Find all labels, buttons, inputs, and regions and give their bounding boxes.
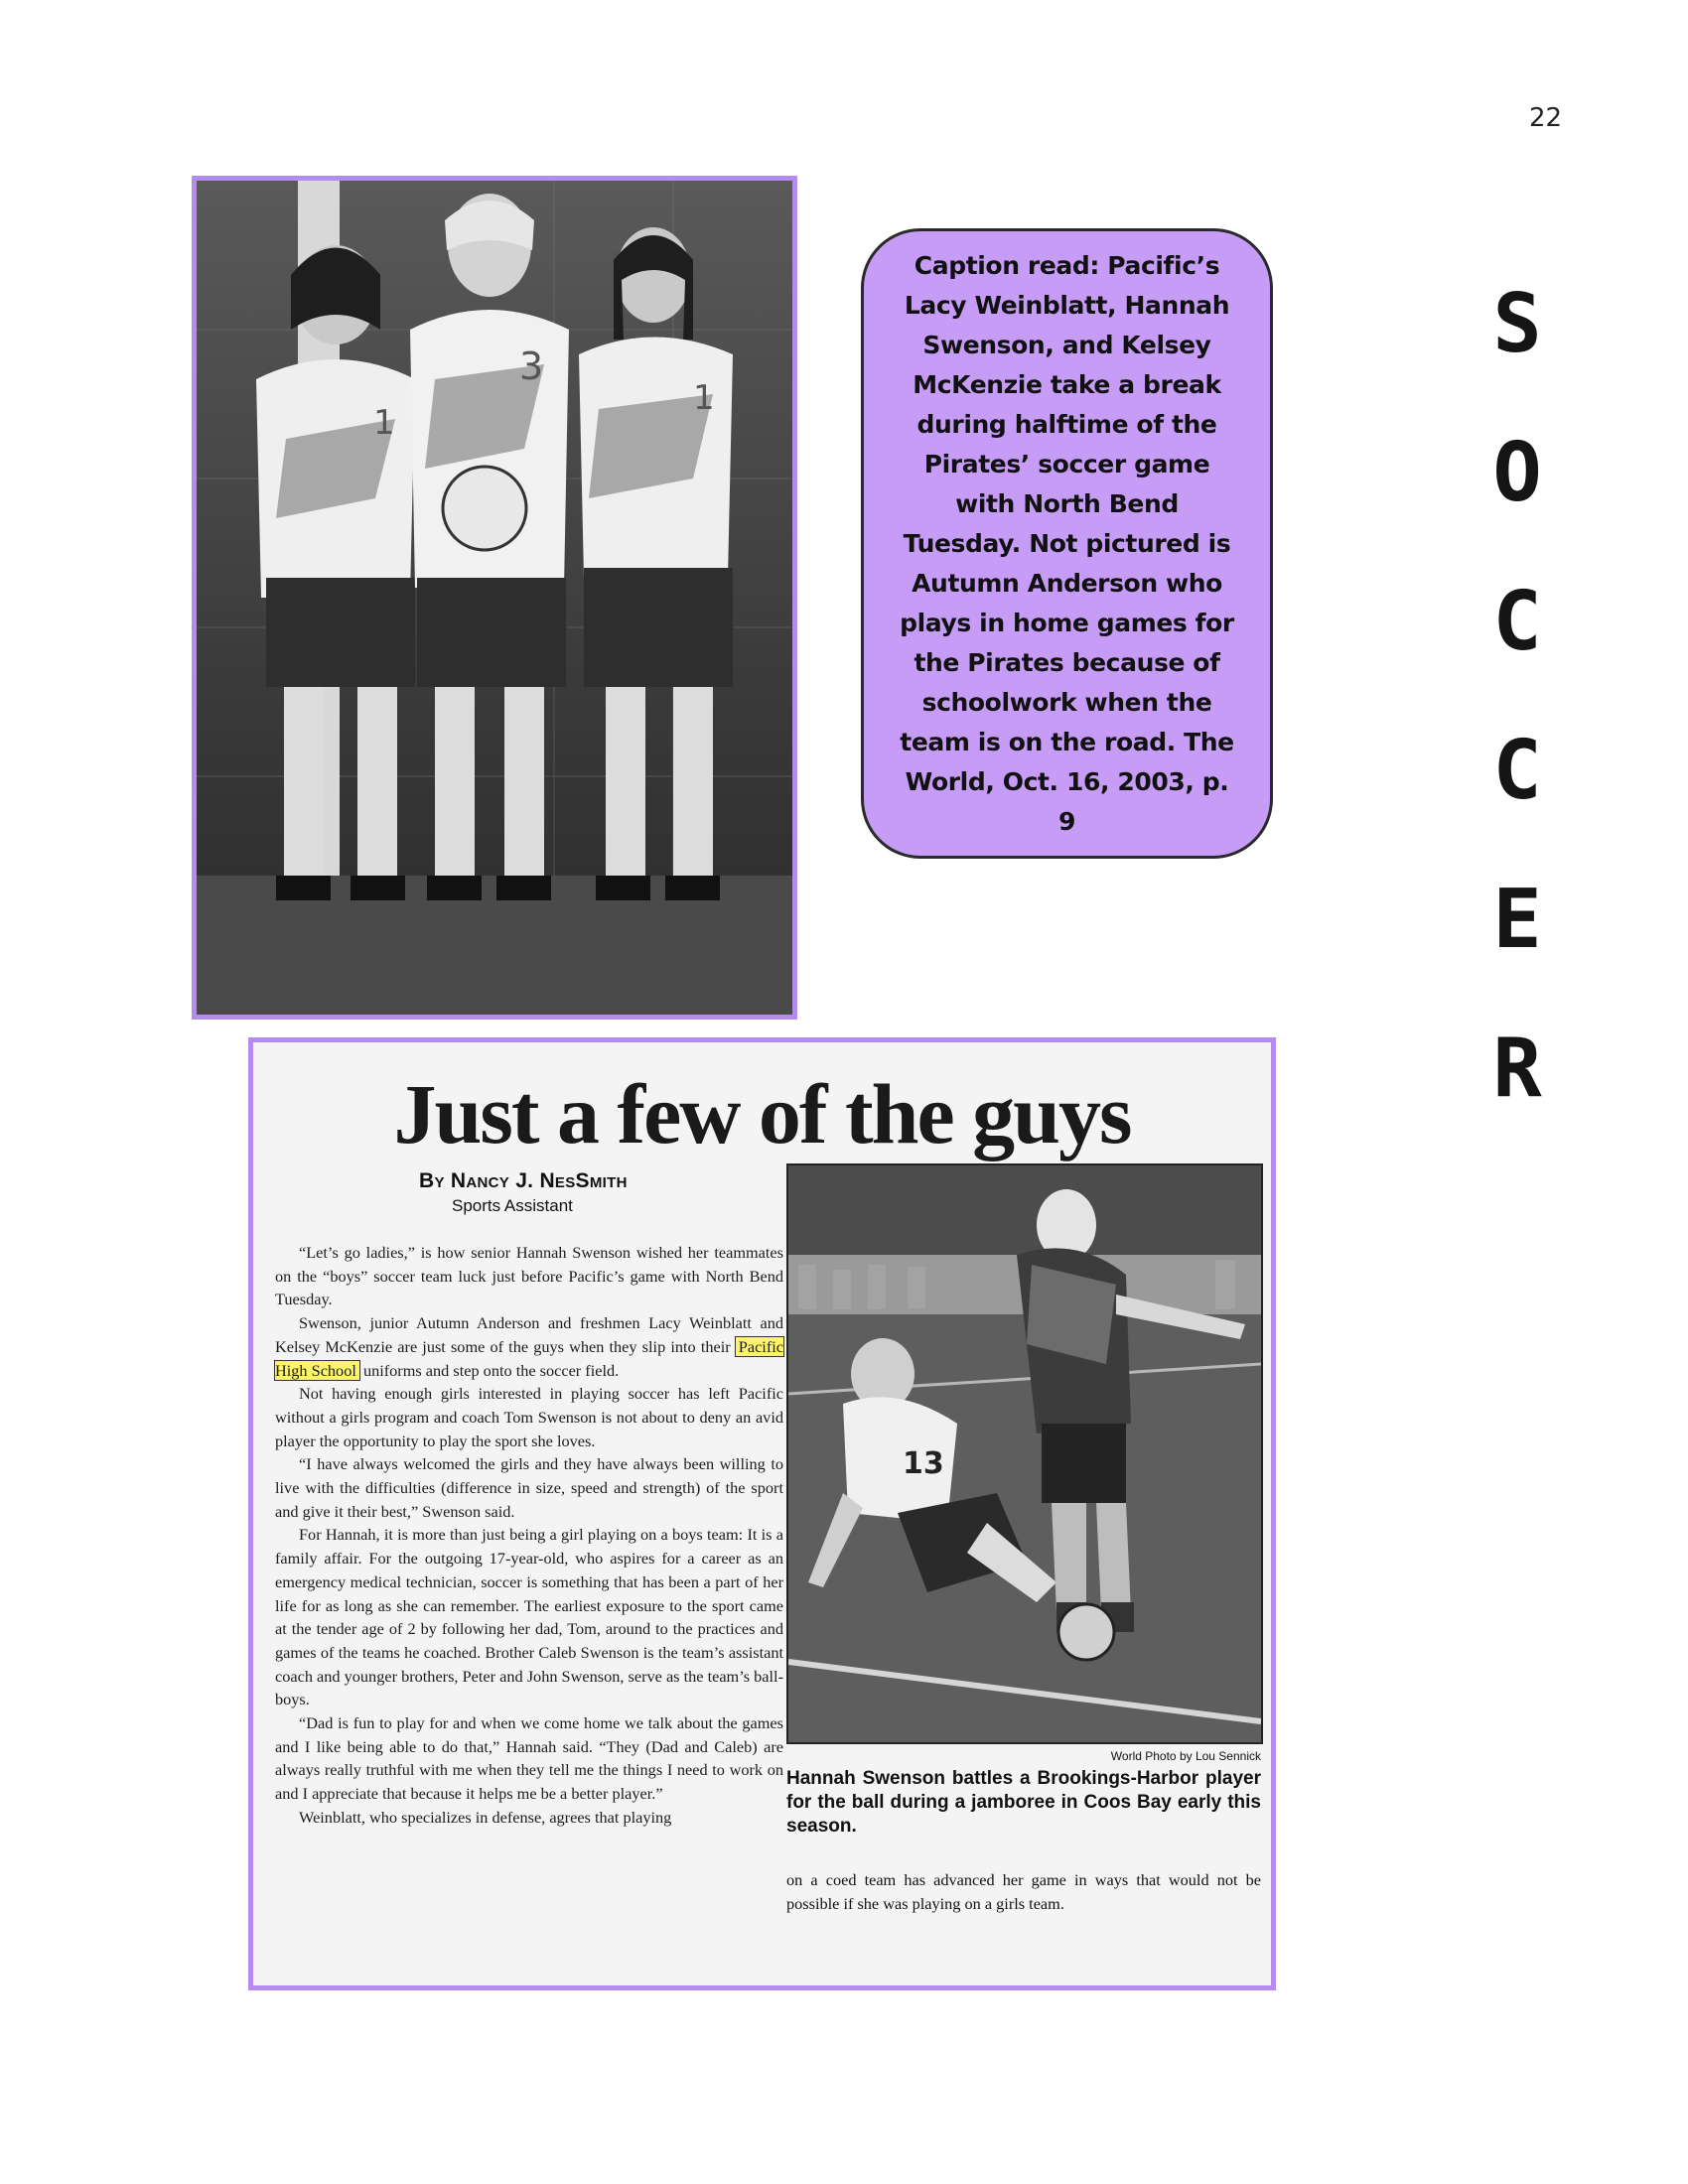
article-headline: Just a few of the guys bbox=[393, 1066, 1131, 1161]
action-photo bbox=[786, 1163, 1263, 1744]
caption-text: Caption read: Pacific’s Lacy Weinblatt, Hannah Swenson, and Kelsey McKenzie take a break during halftime of the Pirates’ soccer game with North Bend Tuesday. Not pictured is Autumn Anderson who plays in home games for the Pirates because of schoolwork when the team is on the road. The World, Oct. 16, 2003, p. 9 bbox=[900, 250, 1234, 836]
action-photo-illustration bbox=[788, 1165, 1261, 1742]
article-paragraph: “Dad is fun to play for and when we come home we talk about the games and I like being able to do that,” Hannah said. “They (Dad and Caleb) are always really truthful with me when they tell me the things I need to work on and I appreciate that because it helps me be a better player.” bbox=[275, 1713, 783, 1804]
article-paragraph: For Hannah, it is more than just being a girl playing on a boys team: It is a family affair. For the outgoing 17-year-old, who aspires for a career as an emergency medical technician, soccer is something that has been a part of her life for as long as she can remember. The earliest exposure to the sport came at the tender age of 2 by following her dad, Tom, around to the practices and games of the teams he coached. Brother Caleb Swenson is the team’s assistant coach and younger brothers, Peter and John Swenson, serve as the team’s ball-boys. bbox=[275, 1525, 783, 1709]
vertical-title-letter: E bbox=[1492, 873, 1542, 967]
article-byline: By Nancy J. NesSmith bbox=[419, 1169, 628, 1192]
caption-box bbox=[861, 228, 1273, 859]
article-paragraph: Swenson, junior Autumn Anderson and freshmen Lacy Weinblatt and Kelsey McKenzie are just some of the guys when they slip into their Pacific High School uniforms and step onto the soccer field. bbox=[275, 1313, 783, 1380]
team-photo bbox=[192, 176, 797, 1020]
article-paragraph: “Let’s go ladies,” is how senior Hannah Swenson wished her teammates on the “boys” soccer team luck just before Pacific’s game with North Bend Tuesday. bbox=[275, 1243, 783, 1309]
article-paragraph: Weinblatt, who specializes in defense, agrees that playing bbox=[299, 1807, 672, 1827]
article-body bbox=[275, 1241, 783, 1830]
vertical-title-letter: R bbox=[1492, 1022, 1542, 1116]
vertical-title-letter: C bbox=[1492, 575, 1542, 669]
jersey-number-left: 1 bbox=[373, 403, 395, 443]
highlighted-text: Pacific High School bbox=[275, 1336, 783, 1380]
photo-caption: Hannah Swenson battles a Brookings-Harbor player for the ball during a jamboree in Coos Bay early this season. bbox=[786, 1768, 1261, 1837]
article-paragraph: “I have always welcomed the girls and they have always been willing to live with the difficulties (difference in size, speed and strength) of the sport and give it their best,” Swenson said. bbox=[275, 1454, 783, 1521]
page-number: 22 bbox=[1529, 103, 1563, 133]
article-byline-role: Sports Assistant bbox=[452, 1196, 573, 1215]
vertical-title bbox=[1468, 250, 1567, 1144]
action-jersey-number: 13 bbox=[903, 1446, 944, 1481]
jersey-number-middle: 3 bbox=[519, 344, 544, 388]
vertical-title-letter: S bbox=[1492, 277, 1542, 371]
article-continued-text: on a coed team has advanced her game in ways that would not be possible if she was playing on a girls team. bbox=[786, 1870, 1261, 1913]
newspaper-clipping bbox=[248, 1037, 1276, 1990]
photo-credit: World Photo by Lou Sennick bbox=[1110, 1749, 1261, 1763]
vertical-title-letter: C bbox=[1492, 724, 1542, 818]
team-photo-illustration bbox=[197, 181, 792, 1015]
vertical-title-letter: O bbox=[1492, 426, 1542, 520]
jersey-number-right: 1 bbox=[693, 378, 715, 418]
article-paragraph: Not having enough girls interested in playing soccer has left Pacific without a girls program and coach Tom Swenson is not about to deny an avid player the opportunity to play the sport she loves. bbox=[275, 1384, 783, 1450]
